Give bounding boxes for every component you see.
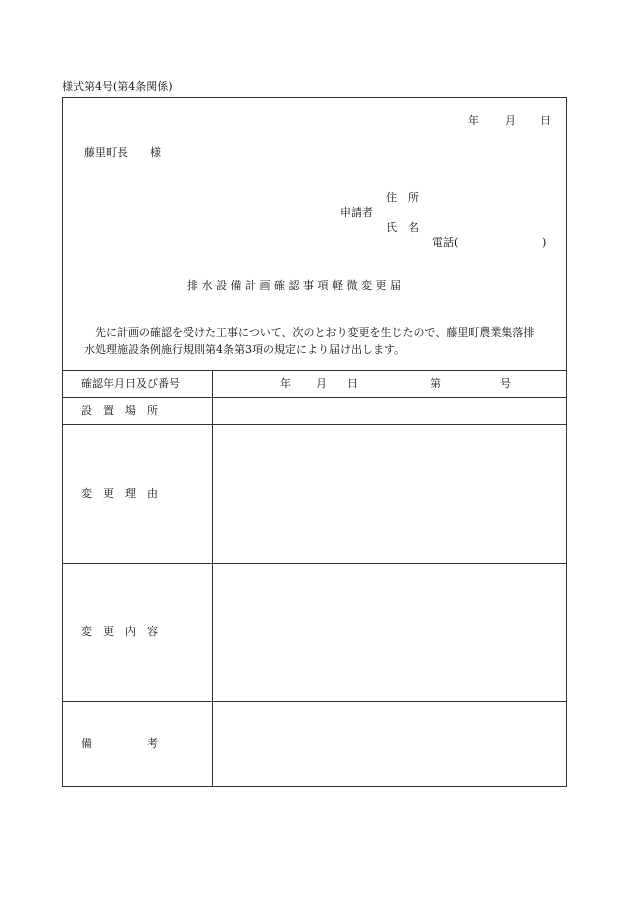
label-change-reason: 変 更 理 由	[81, 487, 158, 500]
addressee-honorific: 様	[150, 146, 161, 159]
form-frame	[62, 97, 567, 787]
name-label: 氏 名	[386, 221, 419, 234]
body-line-2: 水処理施設条例施行規則第4条第3項の規定により届け出します。	[84, 343, 406, 356]
confirm-year-label: 年	[280, 377, 291, 390]
date-year-label: 年	[468, 114, 479, 127]
address-label: 住 所	[386, 191, 419, 204]
date-day-label: 日	[540, 114, 551, 127]
table-line-4	[62, 701, 567, 702]
label-change-content: 変 更 内 容	[81, 625, 158, 638]
confirm-day-label: 日	[347, 377, 358, 390]
table-line-2	[62, 424, 567, 425]
document-title: 排 水 設 備 計 画 確 認 事 項 軽 微 変 更 届	[187, 279, 401, 292]
date-month-label: 月	[505, 114, 516, 127]
body-paragraph	[84, 324, 558, 358]
label-remarks: 備 考	[81, 737, 158, 750]
label-confirmation-date-number: 確認年月日及び番号	[81, 377, 180, 390]
phone-close: )	[542, 236, 547, 249]
form-number: 様式第4号(第4条関係)	[62, 80, 173, 93]
table-line-3	[62, 563, 567, 564]
confirm-no-prefix: 第	[430, 377, 441, 390]
table-top-line	[62, 370, 567, 371]
label-installation-location: 設 置 場 所	[81, 404, 158, 417]
table-column-divider	[212, 370, 213, 786]
applicant-label: 申請者	[340, 206, 373, 219]
addressee-name: 藤里町長	[84, 146, 128, 159]
confirm-month-label: 月	[316, 377, 327, 390]
phone-label: 電話(	[432, 236, 459, 249]
confirm-no-suffix: 号	[500, 377, 511, 390]
table-line-1	[62, 397, 567, 398]
body-line-1: 先に計画の確認を受けた工事について、次のとおり変更を生じたので、藤里町農業集落排	[95, 326, 535, 339]
